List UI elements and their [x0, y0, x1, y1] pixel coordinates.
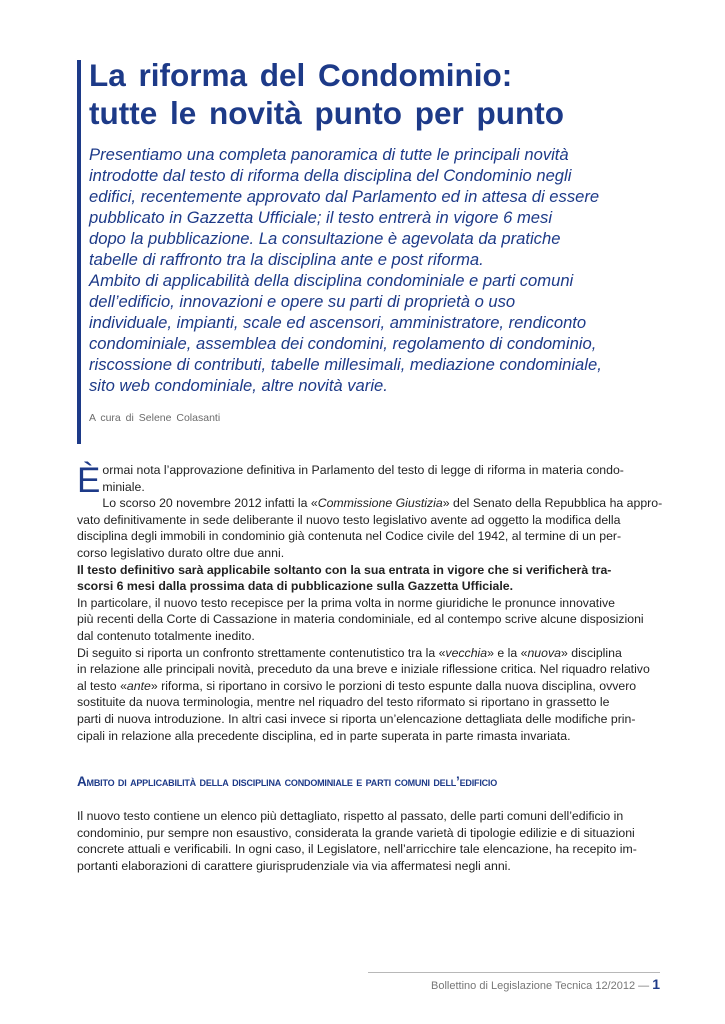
lead-line: introdotte dal testo di riforma della disciplina del Condominio negli [89, 166, 572, 185]
title-line: La riforma del Condominio: [89, 57, 513, 93]
body-line: In particolare, il nuovo testo recepisce per la prima volta in norme giuridiche le pronunce innovative [77, 595, 615, 610]
paragraph-particular [77, 595, 663, 645]
body-line [77, 495, 663, 512]
text-run: » e la « [487, 645, 528, 660]
body-line: scorsi 6 mesi dalla prossima data di pubblicazione sulla Gazzetta Ufficiale. [77, 579, 513, 594]
body-line [77, 645, 663, 662]
section-heading: Ambito di applicabilità della disciplina condominiale e parti comuni dell’edificio [77, 774, 498, 789]
emphasis-ante: ante [126, 678, 151, 693]
text-run: » del Senato della Repubblica ha appro- [442, 496, 663, 511]
text-run: » riforma, si riportano in corsivo le porzioni di testo espunte dalla nuova disciplina, ovvero [150, 678, 637, 693]
body-line: Il nuovo testo contiene un elenco più dettagliato, rispetto al passato, delle parti comuni dell’edificio in [77, 809, 624, 823]
lead-line: riscossione di contributi, tabelle millesimali, mediazione condominiale, [89, 355, 602, 374]
emphasis-vecchia: vecchia [445, 645, 488, 660]
body-line [77, 678, 663, 695]
lead-line: dell’edificio, innovazioni e opere su parti di proprietà o uso [89, 292, 516, 311]
dropcap: È [77, 461, 101, 500]
lead-line: condominiale, assemblea dei condomini, regolamento di condominio, [89, 334, 597, 353]
lead-line: individuale, impianti, scale ed ascensori, amministratore, rendiconto [89, 313, 587, 332]
body-line: disciplina degli immobili in condominio già contenuta nel Codice civile del 1942, al termine di un per- [77, 529, 622, 544]
title-accent-bar [77, 60, 81, 444]
title-line: tutte le novità punto per punto [89, 95, 564, 131]
body-line: concrete attuali e verificabili. In ogni caso, il Legislatore, nell’arricchire tale elencazione, ha recepito im- [77, 842, 637, 857]
text-run: Lo scorso 20 novembre 2012 infatti la « [102, 496, 318, 511]
body-line: vato definitivamente in sede deliberante il nuovo testo legislativo avente ad oggetto la modifica della [77, 512, 621, 527]
body-line: miniale. [102, 479, 145, 494]
emphasis-commission: Commissione Giustizia [317, 496, 443, 511]
lead-line: dopo la pubblicazione. La consultazione è agevolata da pratiche [89, 229, 561, 248]
footer-publication: Bollettino di Legislazione Tecnica 12/2012 — [431, 980, 650, 992]
emphasis-nuova: nuova [527, 645, 561, 660]
lead-line: Presentiamo una completa panoramica di tutte le principali novità [89, 145, 569, 164]
paragraph-intro [77, 461, 663, 500]
paragraph-commission [77, 495, 663, 561]
body-line: cipali in relazione alla precedente disciplina, ed in parte superata in parte rimasta invariata. [77, 728, 571, 743]
lead-line: pubblicato in Gazzetta Ufficiale; il testo entrerà in vigore 6 mesi [89, 208, 553, 227]
body-line: corso legislativo durato oltre due anni. [77, 545, 285, 560]
page-footer [368, 976, 660, 992]
footer-rule [368, 972, 660, 973]
section-body [77, 808, 663, 874]
body-line: più recenti della Corte di Cassazione in materia condominiale, ed al contempo scrive alcune disposizioni [77, 612, 644, 627]
body-line: sostituite da nuova terminologia, mentre nel riquadro del testo riformato si riportano in grassetto le [77, 695, 610, 710]
lead-line: Ambito di applicabilità della disciplina condominiale e parti comuni [89, 271, 574, 290]
body-line: condominio, pur sempre non esaustivo, considerata la grande varietà di tipologie edilizie e di situazioni [77, 825, 635, 840]
body-line: portanti elaborazioni di carattere giurisprudenziale via via affermatesi negli anni. [77, 858, 511, 873]
body-line: parti di nuova introduzione. In altri casi invece si riporta un’elencazione dettagliata delle modifiche prin- [77, 711, 636, 726]
text-run: Di seguito si riporta un confronto strettamente contenutistico tra la « [77, 645, 446, 660]
lead-line: sito web condominiale, altre novità varie. [89, 376, 388, 395]
body-line: ormai nota l’approvazione definitiva in Parlamento del testo di legge di riforma in materia condo- [102, 463, 624, 477]
body-line: dal contenuto totalmente inedito. [77, 628, 255, 643]
article-title [89, 56, 689, 132]
body-line: Il testo definitivo sarà applicabile soltanto con la sua entrata in vigore che si verificherà tra- [77, 562, 612, 577]
text-run: » disciplina [560, 645, 622, 660]
article-author: A cura di Selene Colasanti [89, 412, 221, 424]
article-lead [89, 144, 689, 396]
lead-line: tabelle di raffronto tra la disciplina ante e post riforma. [89, 250, 484, 269]
paragraph-bold-notice [77, 562, 663, 595]
body-line: in relazione alle principali novità, preceduto da una breve e iniziale riflessione critica. Nel riquadro relativo [77, 662, 650, 677]
lead-line: edifici, recentemente approvato dal Parlamento ed in attesa di essere [89, 187, 600, 206]
article-body [77, 462, 663, 744]
paragraph-comparison [77, 645, 663, 745]
text-run: al testo « [77, 678, 127, 693]
page-number: 1 [652, 976, 660, 992]
